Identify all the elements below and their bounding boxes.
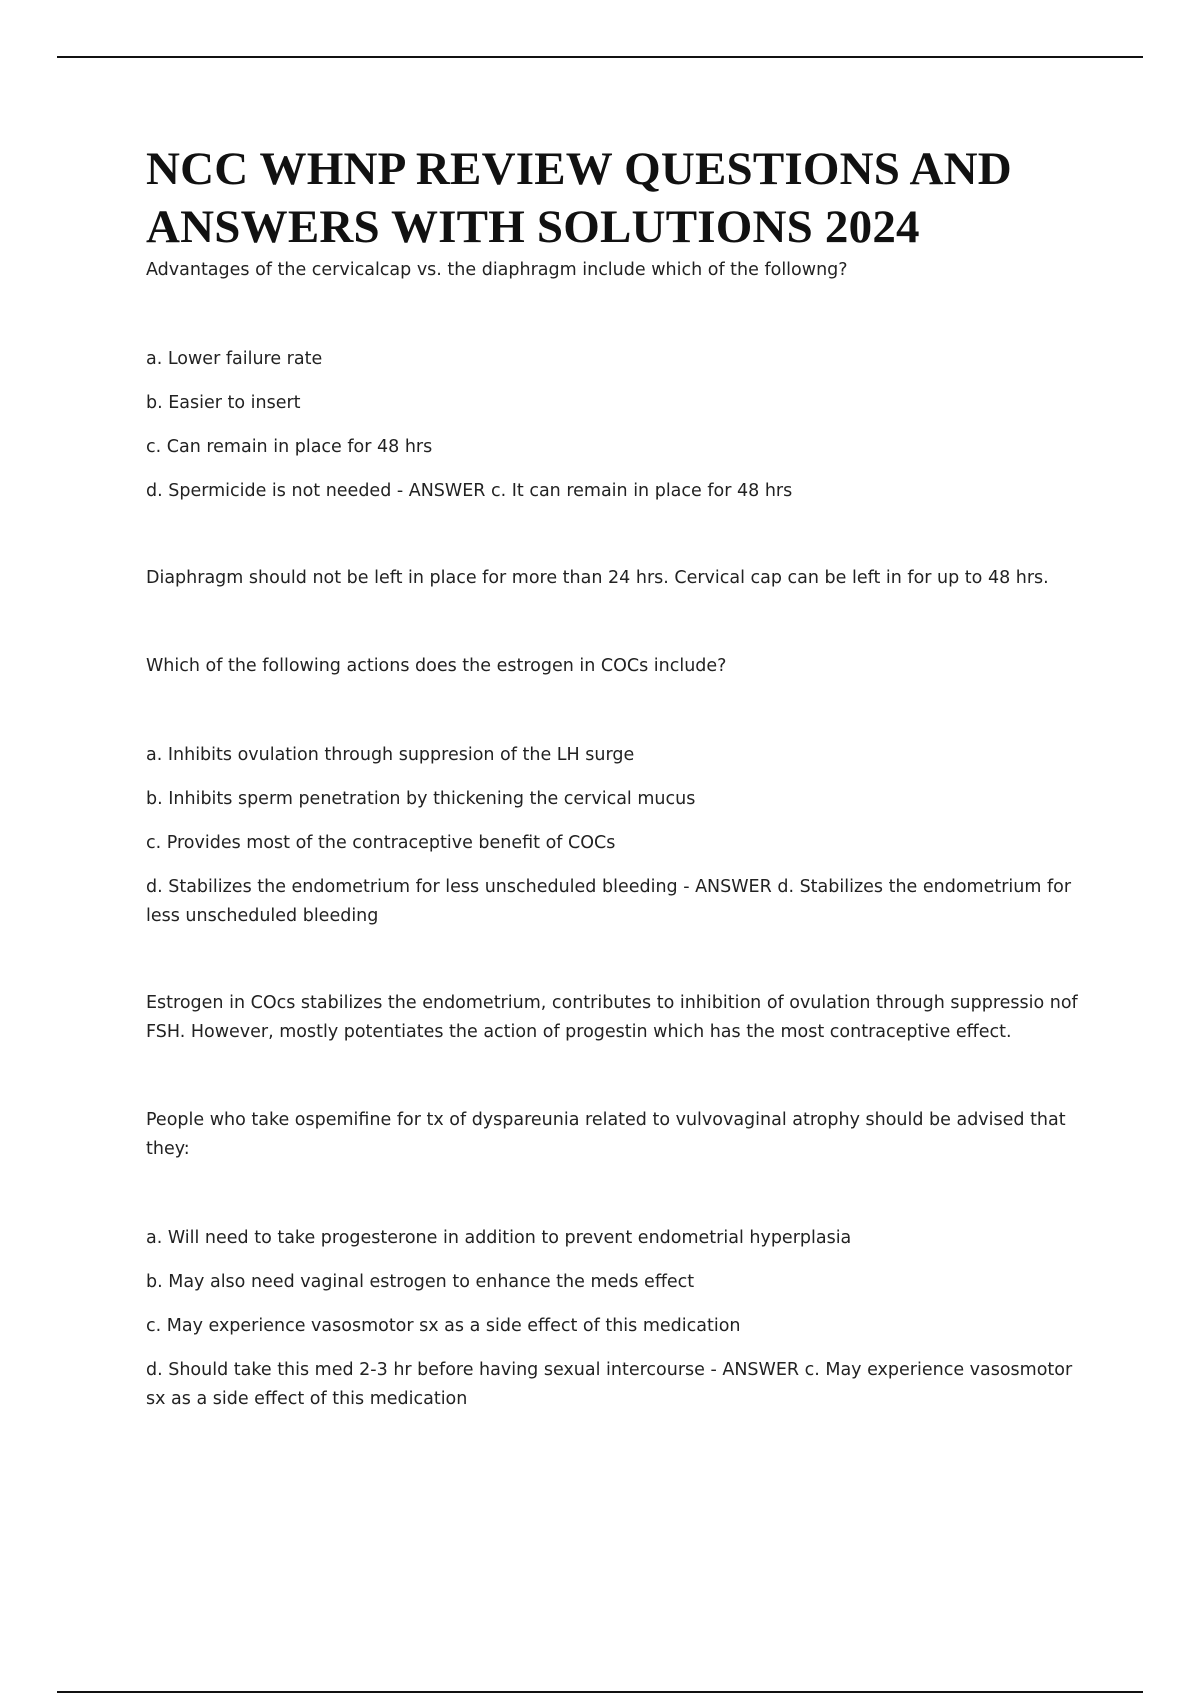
question-2-explanation: Estrogen in COcs stabilizes the endometrium, contributes to inhibition of ovulation through suppressio nof FSH. However, mostly potentiates the action of progestin which has the most contraceptive effect. <box>146 993 1078 1042</box>
question-2-option-d-answer: d. Stabilizes the endometrium for less unscheduled bleeding - ANSWER d. Stabilizes the endometrium for less unscheduled bleeding <box>146 877 1072 926</box>
question-2-option-a: a. Inhibits ovulation through suppresion of the LH surge <box>146 745 635 765</box>
question-1-option-b: b. Easier to insert <box>146 393 301 413</box>
question-3-text: People who take ospemifine for tx of dyspareunia related to vulvovaginal atrophy should be advised that they: <box>146 1110 1066 1159</box>
title-line-2: ANSWERS WITH SOLUTIONS 2024 <box>146 201 920 253</box>
question-2-option-c: c. Provides most of the contraceptive benefit of COCs <box>146 833 616 853</box>
question-1-option-c: c. Can remain in place for 48 hrs <box>146 437 433 457</box>
bottom-rule <box>57 1691 1143 1693</box>
question-1-explanation: Diaphragm should not be left in place for more than 24 hrs. Cervical cap can be left in for up to 48 hrs. <box>146 568 1049 588</box>
document-title <box>146 140 1096 256</box>
question-3-option-c: c. May experience vasosmotor sx as a side effect of this medication <box>146 1316 741 1336</box>
page-content <box>146 140 1096 1414</box>
question-2-text: Which of the following actions does the estrogen in COCs include? <box>146 656 727 676</box>
question-1-option-a: a. Lower failure rate <box>146 349 323 369</box>
question-3-option-a: a. Will need to take progesterone in addition to prevent endometrial hyperplasia <box>146 1228 852 1248</box>
question-1-text: Advantages of the cervicalcap vs. the diaphragm include which of the followng? <box>146 260 848 280</box>
question-3-option-b: b. May also need vaginal estrogen to enhance the meds effect <box>146 1272 695 1292</box>
top-rule <box>57 56 1143 58</box>
title-line-1: NCC WHNP REVIEW QUESTIONS AND <box>146 143 1012 195</box>
question-1-option-d-answer: d. Spermicide is not needed - ANSWER c. It can remain in place for 48 hrs <box>146 481 793 501</box>
question-2-option-b: b. Inhibits sperm penetration by thickening the cervical mucus <box>146 789 696 809</box>
question-3-option-d-answer: d. Should take this med 2-3 hr before having sexual intercourse - ANSWER c. May experience vasosmotor sx as a side effect of this medication <box>146 1360 1073 1409</box>
